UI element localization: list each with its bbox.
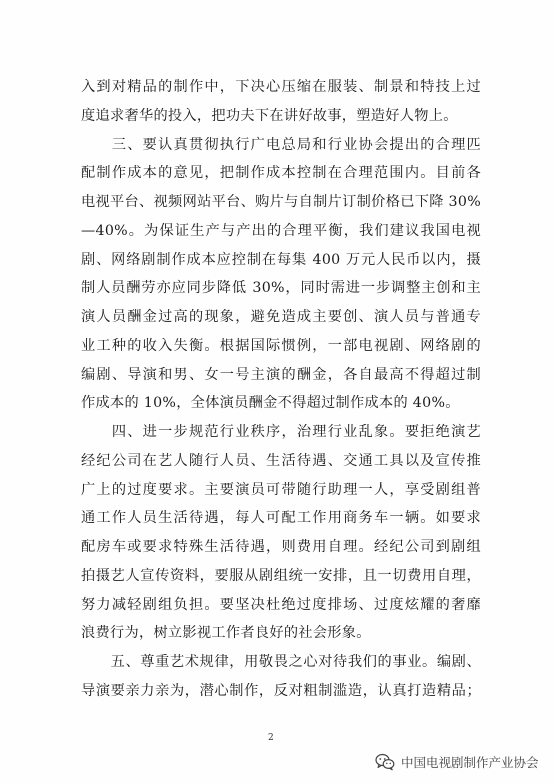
text-line: 作成本的 10%，全体演员酬金不得超过制作成本的 40%。 — [81, 395, 460, 412]
text-line: 三、要认真贯彻执行广电总局和行业协会提出的合理匹 — [81, 136, 481, 153]
watermark-text: 中国电视剧制作产业协会 — [401, 755, 539, 770]
text-line: 广上的过度要求。主要演员可带随行助理一人，享受剧组普 — [81, 481, 481, 498]
text-line: 拍摄艺人宣传资料，要服从剧组统一安排，且一切费用自理， — [81, 567, 481, 584]
text-line: 导演要亲力亲为，潜心制作，反对粗制滥造，认真打造精品； — [81, 682, 481, 699]
text-line: 制人员酬劳亦应同步降低 30%，同时需进一步调整主创和主 — [81, 280, 481, 297]
text-line: 浪费行为，树立影视工作者良好的社会形象。 — [81, 625, 371, 642]
text-line: 编剧、导演和男、女一号主演的酬金，各自最高不得超过制 — [81, 366, 481, 383]
text-line: 经纪公司在艺人随行人员、生活待遇、交通工具以及宣传推 — [81, 452, 481, 469]
text-line: 四、进一步规范行业秩序，治理行业乱象。要拒绝演艺 — [81, 424, 481, 440]
text-line: 剧、网络剧制作成本应控制在每集 400 万元人民币以内，摄 — [81, 251, 481, 268]
text-line: 通工作人员生活待遇，每人可配工作用商务车一辆。如要求 — [81, 510, 481, 527]
text-line: 配制作成本的意见，把制作成本控制在合理范围内。目前各 — [81, 165, 481, 182]
text-line: 度追求奢华的投入，把功夫下在讲好故事，塑造好人物上。 — [81, 107, 458, 124]
page-number: 2 — [268, 733, 274, 743]
text-line: 业工种的收入失衡。根据国际惯例，一部电视剧、网络剧的 — [81, 337, 481, 354]
watermark — [375, 750, 539, 774]
text-line: 努力减轻剧组负担。要坚决杜绝过度排场、过度炫耀的奢靡 — [81, 596, 481, 613]
text-line: 演人员酬金过高的现象，避免造成主要创、演人员与普通专 — [81, 309, 481, 325]
text-line: 配房车或要求特殊生活待遇，则费用自理。经纪公司到剧组 — [81, 539, 481, 555]
wechat-icon — [375, 753, 395, 771]
text-line: —40%。为保证生产与产出的合理平衡，我们建议我国电视 — [81, 222, 481, 239]
text-line: 五、尊重艺术规律，用敬畏之心对待我们的事业。编剧、 — [81, 654, 481, 670]
text-line: 电视平台、视频网站平台、购片与自制片订制价格已下降 30% — [81, 194, 481, 210]
text-line: 入到对精品的制作中，下决心压缩在服装、制景和特技上过 — [81, 79, 481, 95]
